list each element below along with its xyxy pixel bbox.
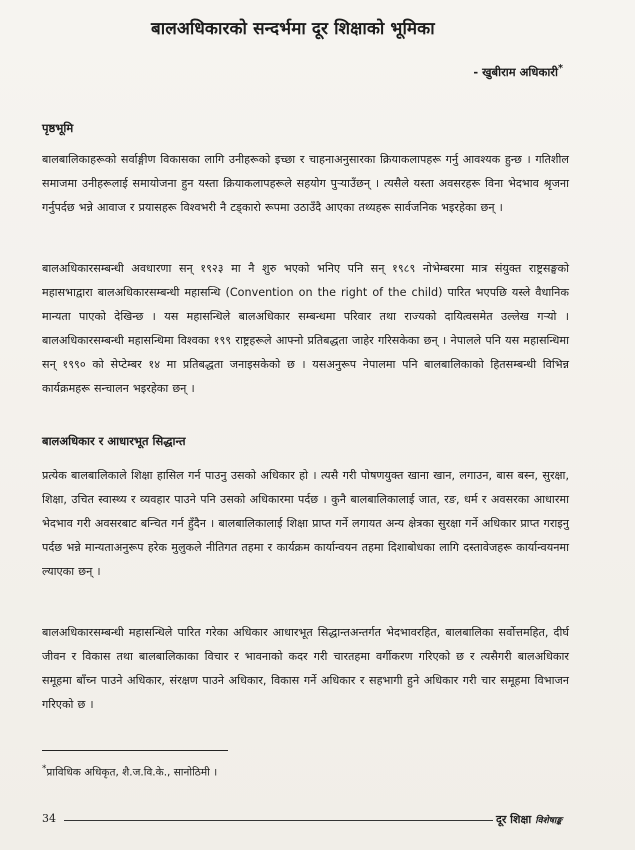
author-name: - खुबीराम अधिकारी* — [473, 63, 563, 79]
page-number: 34 — [42, 812, 56, 825]
author-footnote: *प्राविधिक अधिकृत, शै.ज.वि.के., सानोठिमी । — [42, 764, 218, 779]
article-title: बालअधिकारको सन्दर्भमा दूर शिक्षाको भूमिका — [151, 19, 435, 39]
paragraph-principles-2: बालअधिकारसम्बन्धी महासन्धिले पारित गरेका अधिकार आधारभूत सिद्धान्तअन्तर्गत भेदभावरहित, बालबालिका सर्वोत्तमहित, दीर्घ जीवन र विकास तथा बालबालिकाका विचार र भावनाको कदर गरी चारतहमा वर्गीकरण गरिएको छ र त्यसैगरी बालअधिकार समूहमा बाँच्न पाउने अधिकार, संरक्षण पाउने अधिकार, विकास गर्ने अधिकार र सहभागी हुने अधिकार गरी चार समूहमा विभाजन गरिएको छ । — [42, 626, 569, 711]
footnote-divider — [42, 750, 228, 751]
footer-divider — [64, 820, 493, 821]
section-heading-principles: बालअधिकार र आधारभूत सिद्धान्त — [42, 434, 186, 448]
section-heading-background: पृष्ठभूमि — [42, 121, 74, 135]
special-issue-label: विशेषाङ्क — [535, 816, 562, 826]
paragraph-principles-1: प्रत्येक बालबालिकाले शिक्षा हासिल गर्न पाउनु उसको अधिकार हो । त्यसै गरी पोषणयुक्त खाना खान, लगाउन, बास बस्न, सुरक्षा, शिक्षा, उचित स्वास्थ्य र व्यवहार पाउने पनि उसको अधिकारमा पर्दछ । कुनै बालबालिकालाई जात, रङ, धर्म र अवसरका आधारमा भेदभाव गरी अवसरबाट बन्चित गर्न हुँदैन । बालबालिकालाई शिक्षा प्राप्त गर्ने लगायत अन्य क्षेत्रका सुरक्षा गर्ने अधिकार प्राप्त गराइनु पर्दछ भन्ने मान्यताअनुरूप हरेक मुलुकले नीतिगत तहमा र कार्यक्रम कार्यान्वयन तहमा दिशाबोधका लागि दस्तावेजहरू कार्यान्वयनमा ल्याएका छन् । — [42, 469, 569, 578]
paragraph-background-2: बालअधिकारसम्बन्धी अवधारणा सन् १९२३ मा नै शुरु भएको भनिए पनि सन् १९८९ नोभेम्बरमा मात्र संयुक्त राष्ट्रसङ्घको महासभाद्वारा बालअधिकारसम्बन्धी महासन्धि (Convention on the right of the child) पारित भएपछि यस्ले वैधानिक मान्यता पाएको देखिन्छ । यस महासन्धिले बालअधिकार सम्बन्धमा परिवार तथा राज्यको दायित्वसमेत उल्लेख गऱ्यो । बालअधिकारसम्बन्धी महासन्धिमा विश्वका १९९ राष्ट्रहरूले आफ्नो प्रतिबद्धता जाहेर गरिसकेका छन् । नेपालले पनि यस महासन्धिमा सन् १९९० को सेप्टेम्बर १४ मा प्रतिबद्धता जनाइसकेको छ । यसअनुरूप नेपालमा पनि बालबालिकाको हितसम्बन्धी विभिन्न कार्यक्रमहरू सन्चालन भइरहेका छन् । — [42, 262, 569, 395]
journal-name: दूर शिक्षा विशेषाङ्क — [496, 813, 562, 826]
paragraph-background-1: बालबालिकाहरूको सर्वाङ्गीण विकासका लागि उनीहरूको इच्छा र चाहनाअनुसारका क्रियाकलापहरू गर्नु आवश्यक हुन्छ । गतिशील समाजमा उनीहरूलाई समायोजना हुन यस्ता क्रियाकलापहरूले सहयोग पुऱ्याउँछन् । त्यसैले यस्ता अवसरहरू विना भेदभाव श्रृजना गर्नुपर्दछ भन्ने आवाज र प्रयासहरू विश्वभरी नै टड्कारो रूपमा उठाउँदै आएका तथ्यहरू सार्वजनिक भइरहेका छन् । — [42, 153, 569, 214]
